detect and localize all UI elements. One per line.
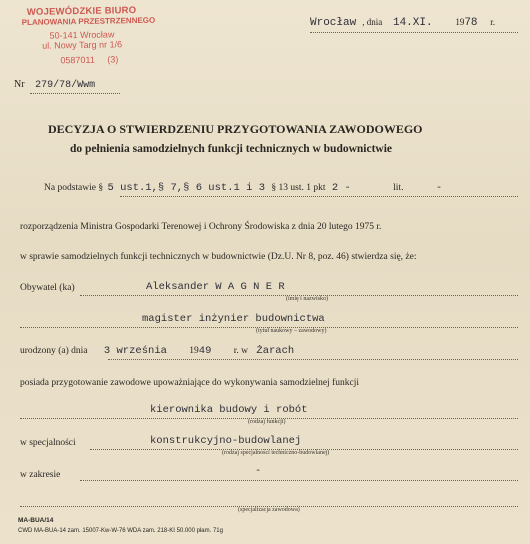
document-subtitle: do pełnienia samodzielnych funkcji technicznych w budownictwie (70, 143, 393, 155)
document-title: DECYZJA O STWIERDZENIU PRZYGOTOWANIA ZAWODOWEGO (48, 122, 423, 136)
date-day-month: 14.XI. (392, 17, 433, 29)
specialty-caption: (rodzaj specjalności techniczno-budowlanej) (222, 450, 330, 456)
dnia-label: , dnia (362, 17, 383, 27)
born-year-suffix: 49 (198, 345, 212, 357)
number-underline (30, 93, 120, 94)
basis-lit-value: - (435, 182, 443, 194)
range-label: w zakresie (20, 470, 61, 480)
basis-line (44, 182, 442, 194)
basis-typed: 5 ust.1,§ 7,§ 6 ust.1 i 3 (107, 182, 266, 194)
specialty-label: w specjalności (20, 438, 76, 448)
place-date-line (310, 16, 495, 29)
city: Wrocław (310, 17, 357, 29)
born-underline (108, 359, 518, 360)
reference-number (14, 79, 95, 91)
stamp-line-2: PLANOWANIA PRZESTRZENNEGO (21, 15, 156, 28)
year-tail: r. (490, 17, 496, 27)
basis-label: Na podstawie § (44, 183, 104, 193)
born-year-prefix: 19 (189, 346, 199, 356)
born-in-label: r. w (233, 346, 249, 356)
citizen-name: Aleksander W A G N E R (146, 281, 285, 293)
number-value: 279/78/Wwm (35, 80, 96, 91)
function-caption: (rodzaj funkcji) (248, 419, 286, 425)
stamp-line-5: 0587011 (60, 54, 95, 66)
date-underline (310, 32, 518, 33)
stamp-line-4: ul. Nowy Targ nr 1/6 (42, 39, 123, 51)
born-line (20, 345, 294, 357)
range-value: - (255, 465, 262, 477)
degree-caption: (tytuł naukowy – zawodowy) (256, 328, 327, 334)
born-label: urodzony (a) dnia (20, 346, 88, 356)
range-underline (80, 480, 518, 481)
form-code: MA-BUA/14 (18, 517, 54, 524)
degree: magister inżynier budownictwa (142, 313, 325, 325)
year-prefix: 19 (455, 17, 465, 27)
number-label: Nr (14, 79, 25, 90)
function: kierownika budowy i robót (150, 404, 308, 416)
scope-line: w sprawie samodzielnych funkcji technicznych w budownictwie (Dz.U. Nr 8, poz. 46) stwierdza się, że: (20, 252, 417, 262)
regulation-line: rozporządzenia Ministra Gospodarki Terenowej i Ochrony Środowiska z dnia 20 lutego 1975 r. (20, 222, 382, 232)
print-info: CWD MA-BUA-14 zam. 15007-Kw-W-76 WDA zam. 218-KI 50.000 płam. 71g (18, 528, 223, 534)
office-stamp (21, 5, 156, 69)
born-date: 3 września (103, 345, 167, 357)
year-suffix: 78 (464, 17, 478, 29)
basis-lit: lit. (393, 183, 404, 193)
basis-mid: § 13 ust. 1 pkt (271, 183, 326, 193)
basis-pkt: 2 - (331, 182, 351, 194)
stamp-line-3: 50-141 Wrocław (49, 29, 115, 41)
basis-underline (120, 196, 518, 197)
born-place: Żarach (256, 345, 295, 357)
range-caption: (specjalizacja zawodowa) (238, 507, 300, 513)
stamp-note: (3) (107, 54, 119, 65)
name-caption: (imię i nazwisko) (286, 296, 328, 302)
citizen-label: Obywatel (ka) (20, 283, 75, 293)
stamp-line-1: WOJEWÓDZKIE BIURO (26, 5, 137, 18)
specialty: konstrukcyjno-budowlanej (150, 435, 302, 447)
qualification-line: posiada przygotowanie zawodowe upoważniające do wykonywania samodzielnej funkcji (20, 378, 359, 388)
